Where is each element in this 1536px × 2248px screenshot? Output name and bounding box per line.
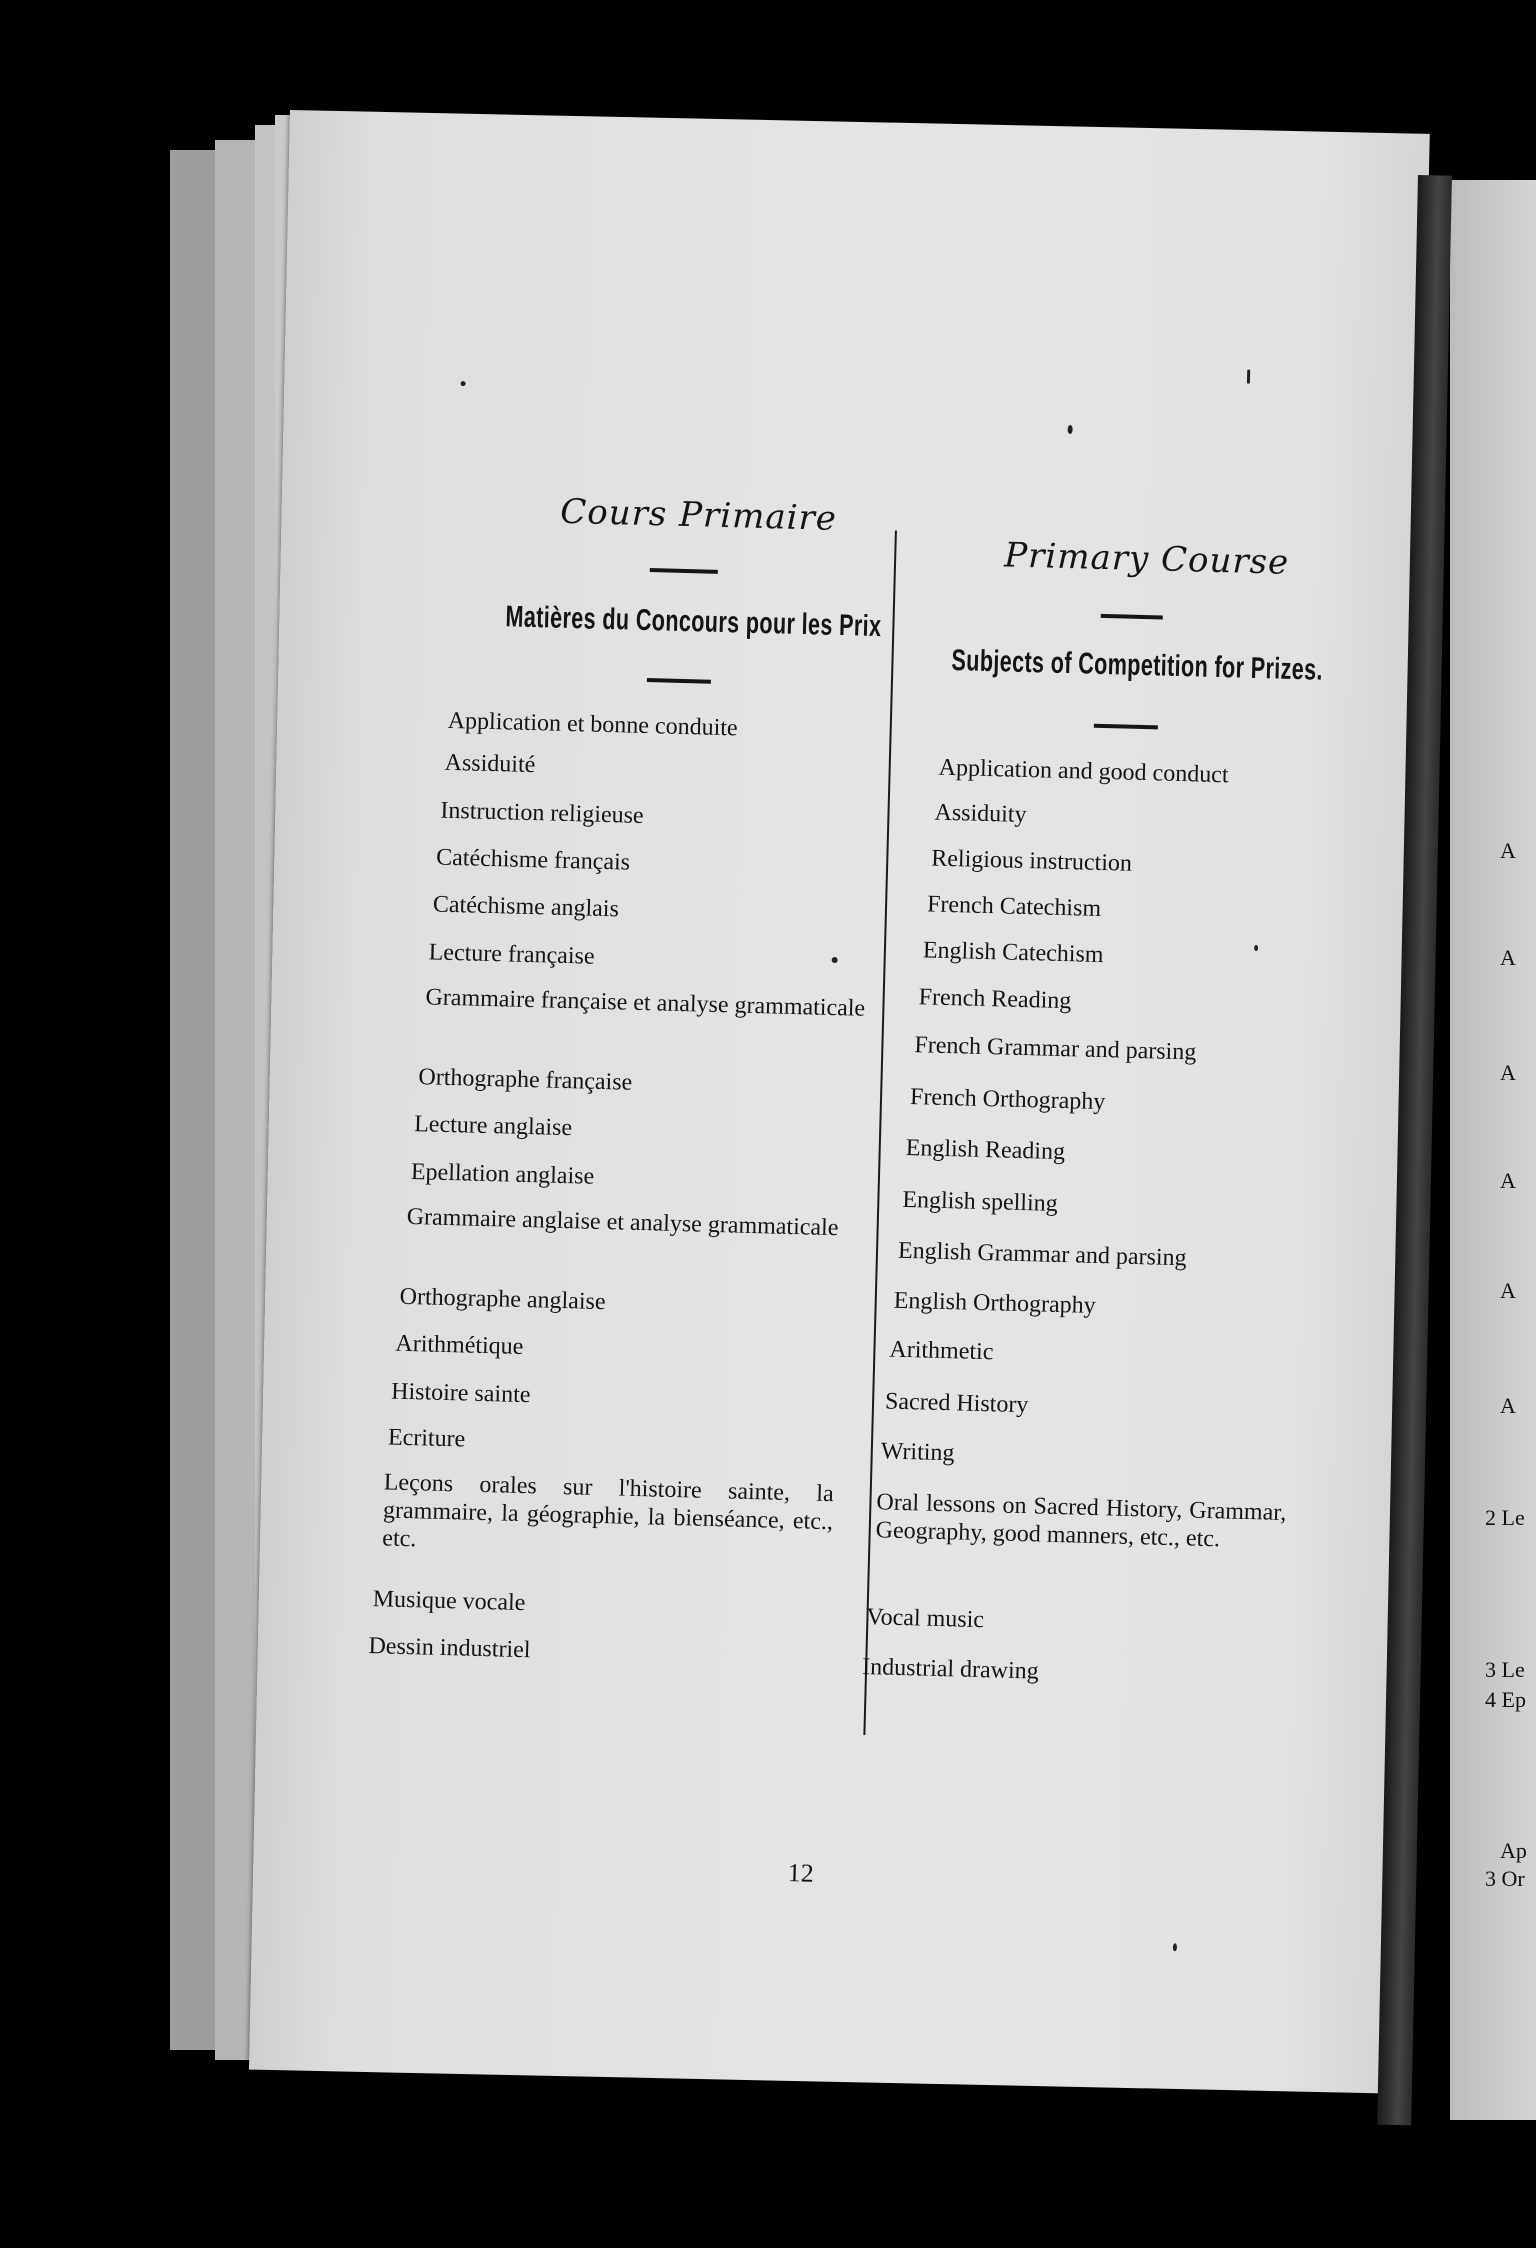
list-item: Oral lessons on Sacred History, Grammar, Geography, good manners, etc., etc. — [875, 1489, 1287, 1553]
scan-speck — [832, 957, 838, 963]
list-item: Epellation anglaise — [410, 1159, 595, 1190]
list-item: Assiduity — [934, 799, 1027, 828]
list-item: Assiduité — [444, 749, 536, 779]
scan-speck — [1068, 425, 1073, 434]
list-item: English Orthography — [893, 1287, 1097, 1319]
next-page-fragment: A — [1500, 838, 1516, 863]
next-page-fragment: 2 Le — [1485, 1505, 1525, 1530]
next-page-fragment: 3 Le — [1485, 1657, 1525, 1682]
list-item: Ecriture — [387, 1424, 466, 1453]
column-divider — [863, 530, 897, 1735]
list-item: English Catechism — [922, 937, 1104, 969]
list-item: Arithmétique — [395, 1330, 524, 1361]
list-item: Religious instruction — [931, 845, 1133, 877]
left-column-subheading: Matières du Concours pour les Prix — [505, 600, 882, 644]
heading-rule — [650, 568, 718, 574]
list-item: Catéchisme anglais — [432, 891, 620, 923]
scan-speck — [461, 381, 466, 386]
list-item: Leçons orales sur l'histoire sainte, la grammaire, la géographie, la bienséance, etc., etc. — [382, 1469, 835, 1553]
next-page-fragment: 3 Or — [1485, 1866, 1525, 1891]
list-item: French Reading — [918, 984, 1072, 1015]
list-item: Orthographe française — [418, 1064, 633, 1096]
list-item: Sacred History — [884, 1388, 1029, 1419]
list-item: Application et bonne conduite — [447, 707, 738, 742]
list-item: Lecture française — [428, 939, 595, 970]
next-page-fragment: A — [1500, 1393, 1516, 1418]
scan-speck — [1173, 1943, 1177, 1951]
list-item: French Grammar and parsing — [914, 1032, 1197, 1066]
list-item: Musique vocale — [372, 1586, 526, 1617]
next-page-fragment: A — [1500, 945, 1516, 970]
list-item: Writing — [880, 1438, 955, 1467]
list-item: Orthographe anglaise — [399, 1283, 606, 1316]
heading-rule — [1101, 614, 1163, 620]
list-item: Grammaire anglaise et analyse grammaticale — [406, 1203, 839, 1242]
subheading-rule — [647, 678, 711, 684]
subheading-rule — [1094, 724, 1158, 730]
next-page-fragment: A — [1500, 1060, 1516, 1085]
list-item: Industrial drawing — [861, 1653, 1040, 1685]
left-column-heading: Cours Primaire — [559, 491, 838, 539]
scan-speck — [1254, 945, 1258, 951]
right-column-subheading: Subjects of Competition for Prizes. — [951, 643, 1324, 687]
list-item: French Orthography — [909, 1084, 1106, 1116]
list-item: French Catechism — [926, 891, 1102, 922]
page-number: 12 — [787, 1858, 815, 1888]
next-page-fragment: A — [1500, 1278, 1516, 1303]
next-page-fragment: Ap — [1500, 1838, 1527, 1863]
list-item: Arithmetic — [889, 1336, 994, 1366]
list-item: English Reading — [905, 1134, 1066, 1166]
list-item: Catéchisme français — [435, 844, 631, 876]
list-item: Grammaire française et analyse grammaticale — [425, 984, 866, 1022]
scan-speck — [1247, 370, 1250, 384]
next-page-fragment: 4 Ep — [1485, 1687, 1526, 1712]
list-item: Instruction religieuse — [440, 797, 644, 829]
list-item: Dessin industriel — [368, 1633, 531, 1664]
list-item: Lecture anglaise — [413, 1111, 573, 1142]
right-column-heading: Primary Course — [1003, 535, 1290, 583]
list-item: Vocal music — [866, 1604, 985, 1634]
list-item: Histoire sainte — [390, 1378, 531, 1409]
list-item: English Grammar and parsing — [897, 1237, 1187, 1272]
next-page-fragment: A — [1500, 1168, 1516, 1193]
list-item: Application and good conduct — [938, 754, 1229, 789]
list-item: English spelling — [902, 1186, 1059, 1217]
